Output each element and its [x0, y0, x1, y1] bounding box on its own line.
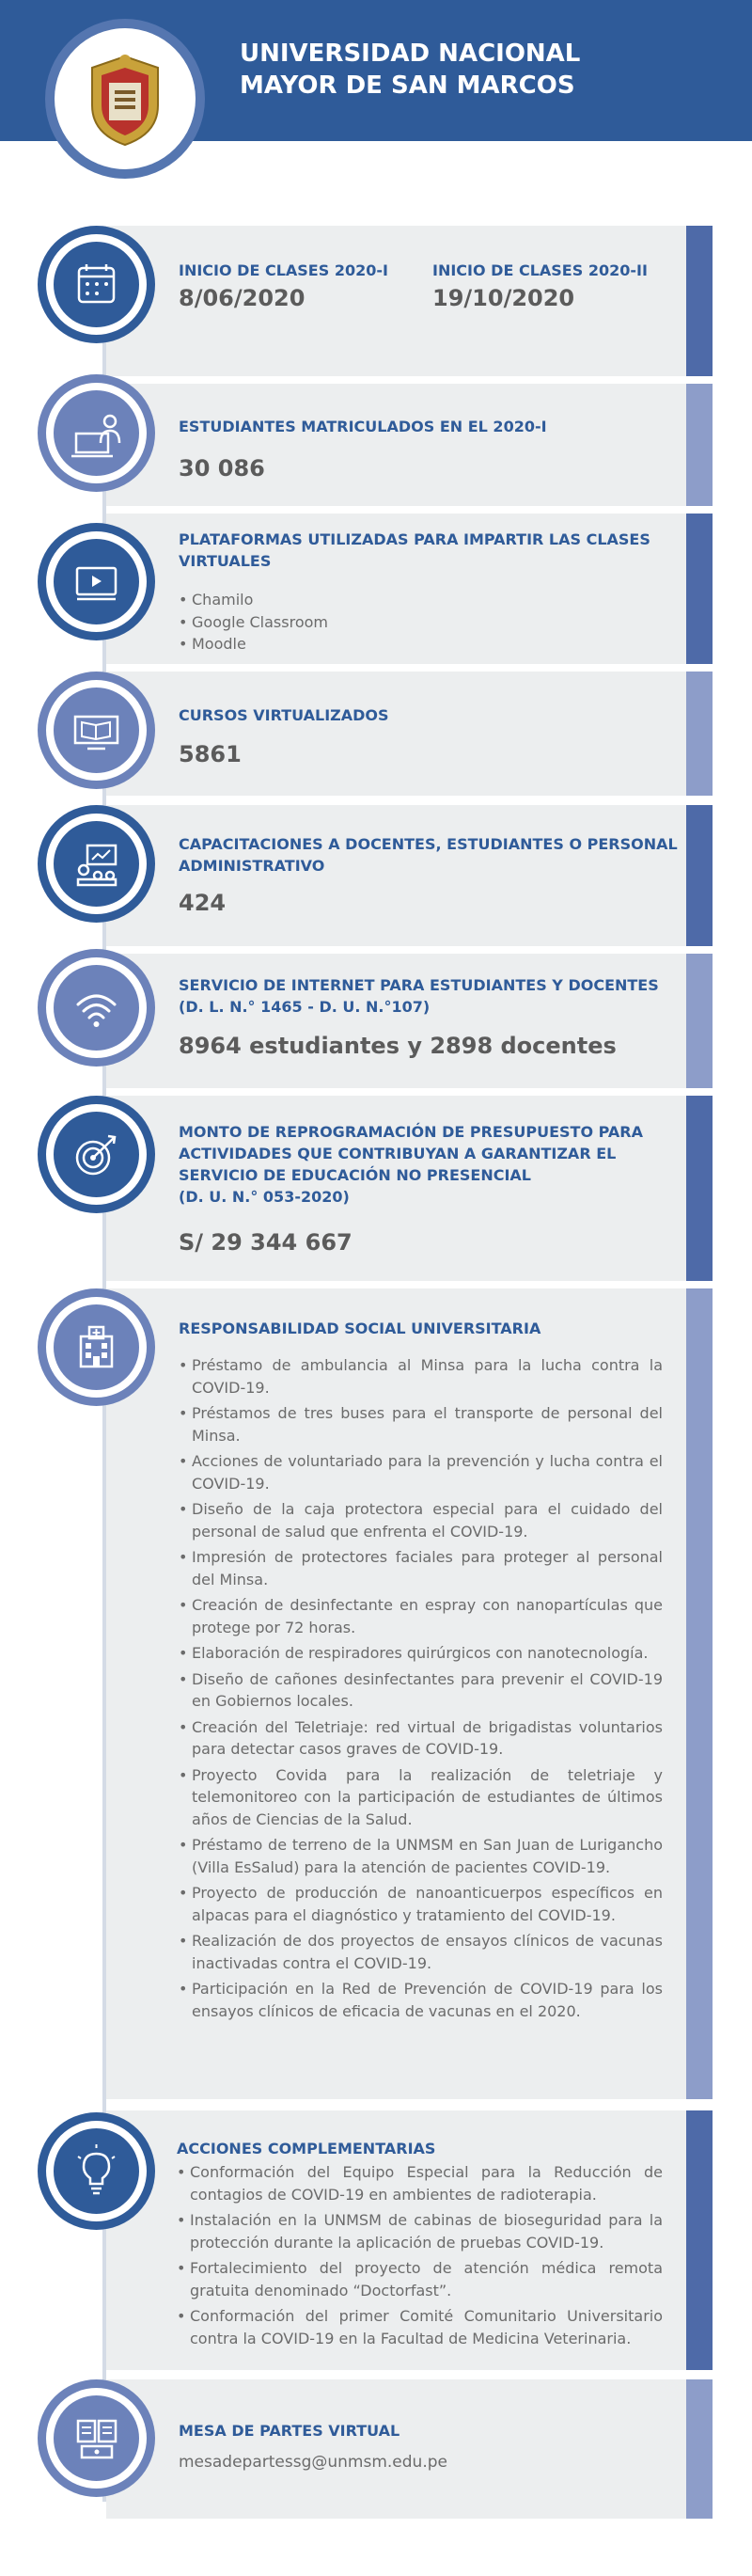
value-matriculados: 30 086 [179, 455, 265, 482]
label-responsabilidad: RESPONSABILIDAD SOCIAL UNIVERSITARIA [179, 1320, 541, 1337]
list-item: • Préstamo de ambulancia al Minsa para la lucha contra la COVID-19. [179, 1354, 663, 1399]
university-crest-icon [66, 40, 184, 158]
value-internet: 8964 estudiantes y 2898 docentes [179, 1033, 617, 1059]
list-plataformas [179, 589, 649, 656]
list-item: • Creación del Teletriaje: red virtual de brigadistas voluntarios para detectar casos graves de COVID-19. [179, 1716, 663, 1761]
value-cursos: 5861 [179, 741, 242, 767]
list-item: • Acciones de voluntariado para la prevención y lucha contra el COVID-19. [179, 1450, 663, 1494]
calendar-icon [54, 242, 139, 327]
university-title: UNIVERSIDAD NACIONAL MAYOR DE SAN MARCOS [240, 40, 581, 100]
label-matriculados: ESTUDIANTES MATRICULADOS EN EL 2020-I [179, 418, 547, 435]
card-mesa-de-partes [106, 2379, 686, 2519]
list-item: • Fortalecimiento del proyecto de atención médica remota gratuita denominado “Doctorfast”. [177, 2257, 663, 2301]
list-item: • Préstamo de terreno de la UNMSM en San Juan de Lurigancho (Villa EsSalud) para la atención de pacientes COVID-19. [179, 1834, 663, 1878]
label-inicio-2020-2: INICIO DE CLASES 2020-II [432, 261, 648, 279]
label-plataformas: PLATAFORMAS UTILIZADAS PARA IMPARTIR LAS CLASES VIRTUALES [179, 530, 650, 570]
card-accent [686, 805, 713, 946]
icon-circle-plataformas [38, 523, 155, 640]
card-matriculados [106, 384, 686, 506]
list-item: • Chamilo [179, 589, 649, 611]
list-complementarias [177, 2161, 663, 2353]
icon-circle-responsabilidad [38, 1288, 155, 1406]
student-laptop-icon [54, 390, 139, 476]
icon-circle-complementarias [38, 2112, 155, 2230]
card-cursos [106, 672, 686, 796]
list-item: • Proyecto Covida para la realización de teletriaje y telemonitoreo con la participación de estudiantes de últimos años de Ciencias de la Salud. [179, 1764, 663, 1831]
list-item: • Realización de dos proyectos de ensayos clínicos de vacunas inactivadas contra el COVID-19. [179, 1930, 663, 1974]
list-item: • Participación en la Red de Prevención de COVID-19 para los ensayos clínicos de eficacia de vacunas en el 2020. [179, 1978, 663, 2022]
list-item: • Creación de desinfectante en espray con nanopartículas que protege por 72 horas. [179, 1594, 663, 1638]
training-presentation-icon [54, 821, 139, 907]
logo-circle [45, 19, 205, 179]
list-item: • Diseño de cañones desinfectantes para prevenir el COVID-19 en Gobiernos locales. [179, 1668, 663, 1713]
wifi-icon [54, 965, 139, 1051]
computer-book-icon [54, 687, 139, 773]
card-accent [686, 384, 713, 506]
list-item: • Instalación en la UNMSM de cabinas de bioseguridad para la protección durante la aplicación de pruebas COVID-19. [177, 2209, 663, 2253]
card-accent [686, 226, 713, 376]
icon-circle-inicio [38, 226, 155, 343]
icon-circle-matriculados [38, 374, 155, 492]
label-mesa-de-partes: MESA DE PARTES VIRTUAL [179, 2422, 400, 2440]
card-accent [686, 2110, 713, 2370]
label-capacitaciones: CAPACITACIONES A DOCENTES, ESTUDIANTES O PERSONAL ADMINISTRATIVO [179, 835, 678, 875]
card-accent [686, 954, 713, 1088]
label-complementarias: ACCIONES COMPLEMENTARIAS [177, 2140, 436, 2157]
list-item: • Google Classroom [179, 611, 649, 634]
icon-circle-internet [38, 949, 155, 1067]
card-accent [686, 1096, 713, 1281]
target-arrow-icon [54, 1112, 139, 1197]
list-item: • Elaboración de respiradores quirúrgicos con nanotecnología. [179, 1642, 663, 1665]
label-internet: SERVICIO DE INTERNET PARA ESTUDIANTES Y DOCENTES (D. L. N.° 1465 - D. U. N.°107) [179, 976, 659, 1016]
card-accent [686, 2379, 713, 2519]
list-item: • Diseño de la caja protectora especial para el cuidado del personal de salud que enfrenta el COVID-19. [179, 1498, 663, 1542]
label-presupuesto: MONTO DE REPROGRAMACIÓN DE PRESUPUESTO PARA ACTIVIDADES QUE CONTRIBUYAN A GARANTIZAR EL SERVICIO DE EDUCACIÓN NO PRESENCIAL (D. U. N.° 053-2020) [179, 1123, 643, 1206]
email-link[interactable]: mesadepartessg@unmsm.edu.pe [179, 2453, 447, 2472]
list-responsabilidad [179, 1354, 663, 2026]
video-screen-icon [54, 539, 139, 624]
icon-circle-capacitaciones [38, 805, 155, 923]
icon-circle-mesa [38, 2379, 155, 2497]
list-item: • Proyecto de producción de nanoanticuerpos específicos en alpacas para el diagnóstico y tratamiento del COVID-19. [179, 1882, 663, 1926]
hospital-building-icon [54, 1304, 139, 1390]
value-capacitaciones: 424 [179, 890, 227, 916]
list-item: • Conformación del Equipo Especial para la Reducción de contagios de COVID-19 en ambientes de radioterapia. [177, 2161, 663, 2205]
card-accent [686, 672, 713, 796]
card-accent [686, 1288, 713, 2099]
icon-circle-presupuesto [38, 1096, 155, 1213]
list-item: • Conformación del primer Comité Comunitario Universitario contra la COVID-19 en la Facultad de Medicina Veterinaria. [177, 2305, 663, 2349]
icon-circle-cursos [38, 672, 155, 789]
value-inicio-2020-1: 8/06/2020 [179, 285, 306, 311]
list-item: • Impresión de protectores faciales para proteger al personal del Minsa. [179, 1546, 663, 1590]
list-item: • Moodle [179, 633, 649, 656]
label-cursos: CURSOS VIRTUALIZADOS [179, 706, 389, 724]
value-inicio-2020-2: 19/10/2020 [432, 285, 575, 311]
label-inicio-2020-1: INICIO DE CLASES 2020-I [179, 261, 388, 279]
value-presupuesto: S/ 29 344 667 [179, 1229, 352, 1256]
card-accent [686, 514, 713, 664]
documents-desk-icon [54, 2395, 139, 2481]
list-item: • Préstamos de tres buses para el transporte de personal del Minsa. [179, 1402, 663, 1446]
lightbulb-icon [54, 2128, 139, 2214]
